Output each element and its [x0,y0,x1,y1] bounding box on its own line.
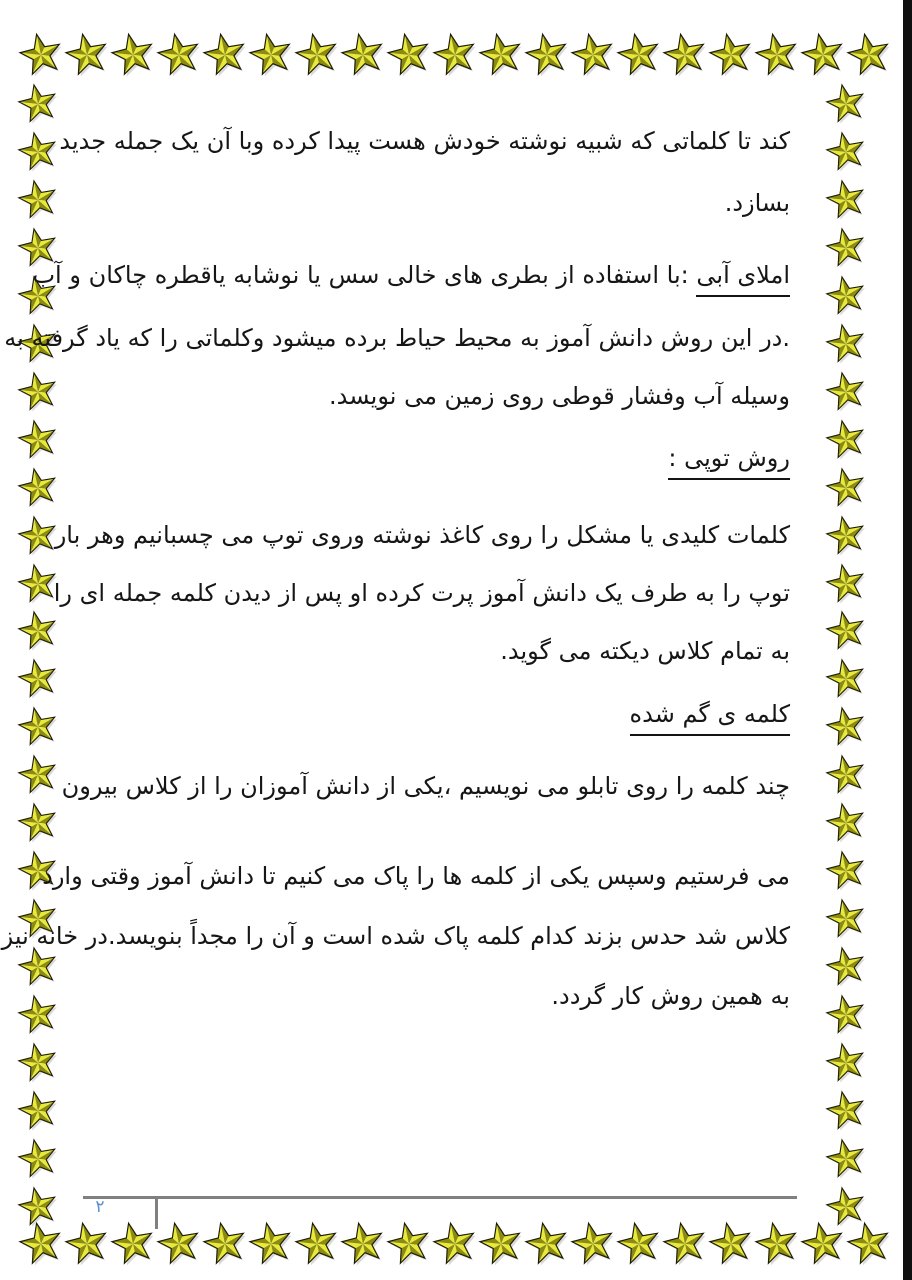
star-icon [478,31,524,77]
star-icon [17,1185,59,1227]
star-icon [248,1220,294,1266]
text-line: بسازد. [724,189,790,217]
star-icon [708,1220,754,1266]
star-icon [202,1220,248,1266]
star-icon [825,466,867,508]
scan-edge-strip [903,0,912,1280]
star-icon [64,1220,110,1266]
star-icon [17,753,59,795]
star-icon [754,31,800,77]
text-line-water-dictation-lead [32,246,790,304]
page-number: ۲ [95,1197,105,1217]
star-icon [825,753,867,795]
star-icon [570,31,616,77]
star-icon [846,31,892,77]
star-icon [17,1089,59,1131]
star-icon [825,1041,867,1083]
star-icon [825,322,867,364]
star-icon [570,1220,616,1266]
document-content [1,112,790,1025]
text-segment: :با استفاده از بطری های خالی سس یا نوشابه یاقطره چاکان و آب [32,261,697,289]
star-icon [825,514,867,556]
star-icon [825,82,867,124]
star-icon [248,31,294,77]
inline-heading-water-dictation: املای آبی [696,261,790,297]
star-icon [340,31,386,77]
star-icon [708,31,754,77]
star-icon [825,609,867,651]
text-line: می فرستیم وسپس یکی از کلمه ها را پاک می کنیم تا دانش آموز وقتی وارد [42,862,790,890]
star-icon [17,130,59,172]
star-icon [825,370,867,412]
star-icon [662,1220,708,1266]
star-icon [754,1220,800,1266]
text-line: کلاس شد حدس بزند کدام کلمه پاک شده است و آن را مجداً بنویسد.در خانه نیز [1,922,790,950]
heading-lost-word [90,685,790,743]
text-line: وسیله آب وفشار قوطی روی زمین می نویسد. [329,382,790,410]
star-icon [616,1220,662,1266]
star-icon [17,178,59,220]
star-icon [616,31,662,77]
text-line: کند تا کلماتی که شبیه نوشته خودش هست پیدا کرده وبا آن یک جمله جدید [59,127,790,155]
heading-ball-method-text: روش توپی : [668,444,790,480]
star-icon [17,82,59,124]
star-icon [110,1220,156,1266]
star-icon [17,993,59,1035]
star-icon [825,993,867,1035]
star-icon [432,31,478,77]
star-icon [478,1220,524,1266]
heading-ball-method [90,429,790,487]
star-icon [825,897,867,939]
star-icon [110,31,156,77]
star-icon [17,705,59,747]
star-icon [825,178,867,220]
star-icon [294,1220,340,1266]
star-icon [825,418,867,460]
star-icon [825,1185,867,1227]
star-icon [825,657,867,699]
star-icon [825,1089,867,1131]
star-icon [825,274,867,316]
star-icon [156,1220,202,1266]
star-icon [825,945,867,987]
star-icon [17,562,59,604]
star-icon [524,31,570,77]
star-border-top [18,30,892,78]
star-icon [17,657,59,699]
star-icon [17,1041,59,1083]
star-icon [825,226,867,268]
star-icon [17,418,59,460]
footer-separator-line [83,1196,797,1199]
star-icon [202,31,248,77]
star-icon [17,1137,59,1179]
star-icon [386,1220,432,1266]
star-icon [825,705,867,747]
star-icon [662,31,708,77]
star-icon [17,514,59,556]
star-icon [386,31,432,77]
text-line: کلمات کلیدی یا مشکل را روی کاغذ نوشته وروی توپ می چسبانیم وهر بار [54,521,790,549]
star-icon [524,1220,570,1266]
text-line: توپ را به طرف یک دانش آموز پرت کرده او پس از دیدن کلمه جمله ای را [53,579,790,607]
star-icon [800,31,846,77]
star-icon [432,1220,478,1266]
star-icon [294,31,340,77]
star-icon [340,1220,386,1266]
star-icon [17,466,59,508]
star-icon [825,849,867,891]
star-icon [17,370,59,412]
star-border-bottom [18,1219,892,1267]
star-border-right [824,82,868,1227]
text-line: به تمام کلاس دیکته می گوید. [500,637,790,665]
star-icon [825,562,867,604]
star-icon [825,130,867,172]
text-line: به همین روش کار گردد. [551,982,790,1010]
footer-separator-tick [155,1196,158,1229]
star-icon [17,801,59,843]
text-line: چند کلمه را روی تابلو می نویسیم ،یکی از دانش آموزان را از کلاس بیرون [61,772,790,800]
star-icon [17,609,59,651]
heading-lost-word-text: کلمه ی گم شده [630,700,790,736]
star-icon [156,31,202,77]
star-icon [64,31,110,77]
text-line: .در این روش دانش آموز به محیط حیاط برده میشود وکلماتی را که یاد گرفته به [4,324,790,352]
star-icon [825,1137,867,1179]
star-icon [18,31,64,77]
star-icon [825,801,867,843]
